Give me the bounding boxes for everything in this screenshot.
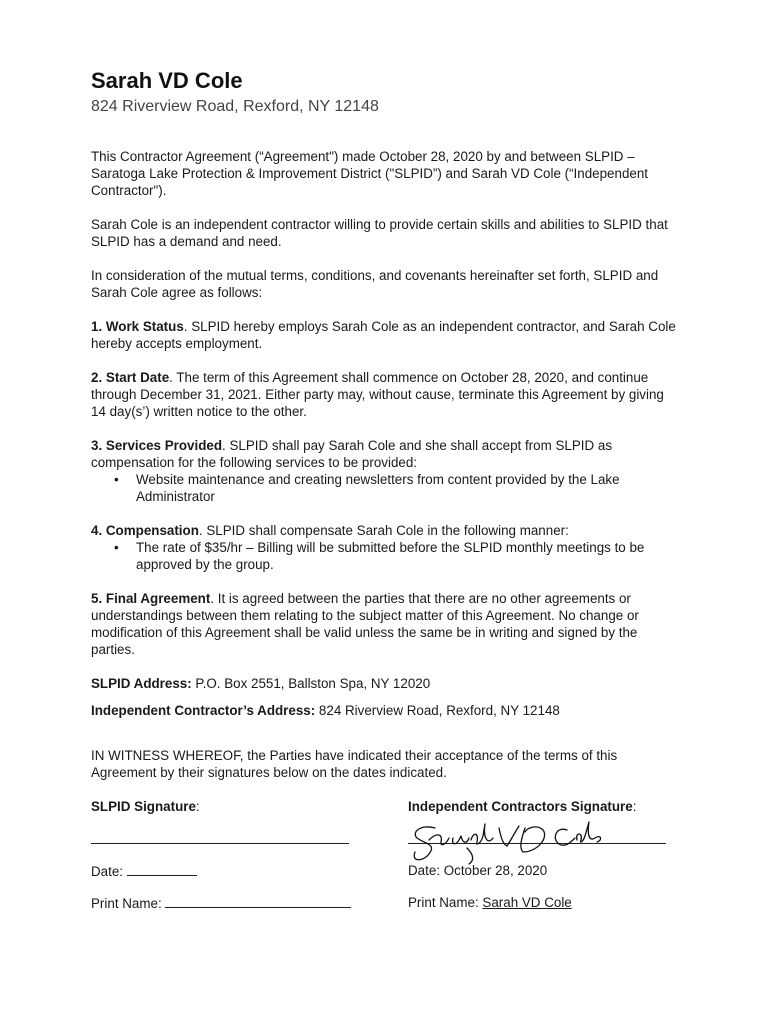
contractor-print-name: Print Name: Sarah VD Cole [408, 895, 572, 910]
date-row [91, 862, 681, 894]
slpid-address-line [91, 675, 681, 692]
handwritten-signature [407, 818, 607, 868]
section-text: . SLPID hereby employs Sarah Cole as an independent contractor, and Sarah Cole hereby accepts employment. [91, 319, 676, 351]
slpid-signature-heading: SLPID Signature: [91, 799, 200, 814]
contractor-name-title: Sarah VD Cole [91, 68, 243, 93]
section-final-agreement [91, 590, 681, 658]
slpid-address-label: SLPID Address: [91, 676, 192, 691]
slpid-address-value: P.O. Box 2551, Ballston Spa, NY 12020 [191, 676, 431, 691]
signature-line-row [91, 830, 681, 862]
print-name-row [91, 894, 681, 926]
section-compensation [91, 522, 681, 573]
contractor-address-subtitle: 824 Riverview Road, Rexford, NY 12148 [91, 98, 379, 115]
slpid-signature-line[interactable] [91, 830, 349, 844]
witness-paragraph: IN WITNESS WHEREOF, the Parties have indicated their acceptance of the terms of this Agreement by their signatures below on the dates indicated. [91, 748, 618, 780]
contractor-signature-heading: Independent Contractors Signature: [408, 799, 637, 814]
section-work-status [91, 318, 681, 352]
section-heading: 2. Start Date [91, 370, 170, 385]
section-heading: 5. Final Agreement [91, 591, 211, 606]
slpid-date: Date: [91, 862, 381, 880]
contractor-print-name-value: Sarah VD Cole [482, 895, 572, 910]
section-heading: 4. Compensation [91, 523, 199, 538]
services-list [91, 471, 681, 505]
slpid-print-name-field[interactable] [165, 894, 351, 908]
section-text: . It is agreed between the parties that there are no other agreements or understandings between them relating to the subject matter of this Agreement. No change or modification of this Agreement shall be valid unless the same be in writing and signed by the parties. [91, 591, 639, 657]
contractor-date: Date: October 28, 2020 [408, 863, 548, 878]
section-heading: 3. Services Provided [91, 438, 223, 453]
list-item: • The rate of $35/hr – Billing will be submitted before the SLPID monthly meetings to be approved by the group. [136, 539, 681, 573]
section-text: . SLPID shall pay Sarah Cole and she shall accept from SLPID as compensation for the following services to be provided: [91, 438, 613, 470]
slpid-date-field[interactable] [127, 862, 197, 876]
list-item: • Website maintenance and creating newsletters from content provided by the Lake Administrator [136, 471, 681, 505]
section-services-provided [91, 437, 681, 505]
intro-paragraph: This Contractor Agreement (“Agreement") made October 28, 2020 by and between SLPID – Saratoga Lake Protection & Improvement District ("SLPID”) and Sarah VD Cole (“Independent Contractor"). [91, 149, 649, 198]
section-start-date [91, 369, 681, 420]
paragraph-consideration: In consideration of the mutual terms, conditions, and covenants hereinafter set forth, SLPID and Sarah Cole agree as follows: [91, 268, 659, 300]
contractor-address-line [91, 702, 681, 719]
paragraph-independent-contractor: Sarah Cole is an independent contractor willing to provide certain skills and abilities to SLPID that SLPID has a demand and need. [91, 217, 668, 249]
slpid-print-name: Print Name: [91, 894, 381, 912]
contractor-address-label: Independent Contractor’s Address: [91, 703, 316, 718]
compensation-list [91, 539, 681, 573]
section-text: . The term of this Agreement shall commence on October 28, 2020, and continue through December 31, 2021. Either party may, without cause, terminate this Agreement by giving 14 day(s’) written notice to the other. [91, 370, 664, 419]
section-heading: 1. Work Status [91, 319, 184, 334]
section-text: . SLPID shall compensate Sarah Cole in the following manner: [198, 523, 569, 538]
contractor-address-value: 824 Riverview Road, Rexford, NY 12148 [315, 703, 560, 718]
document-page [91, 66, 681, 926]
